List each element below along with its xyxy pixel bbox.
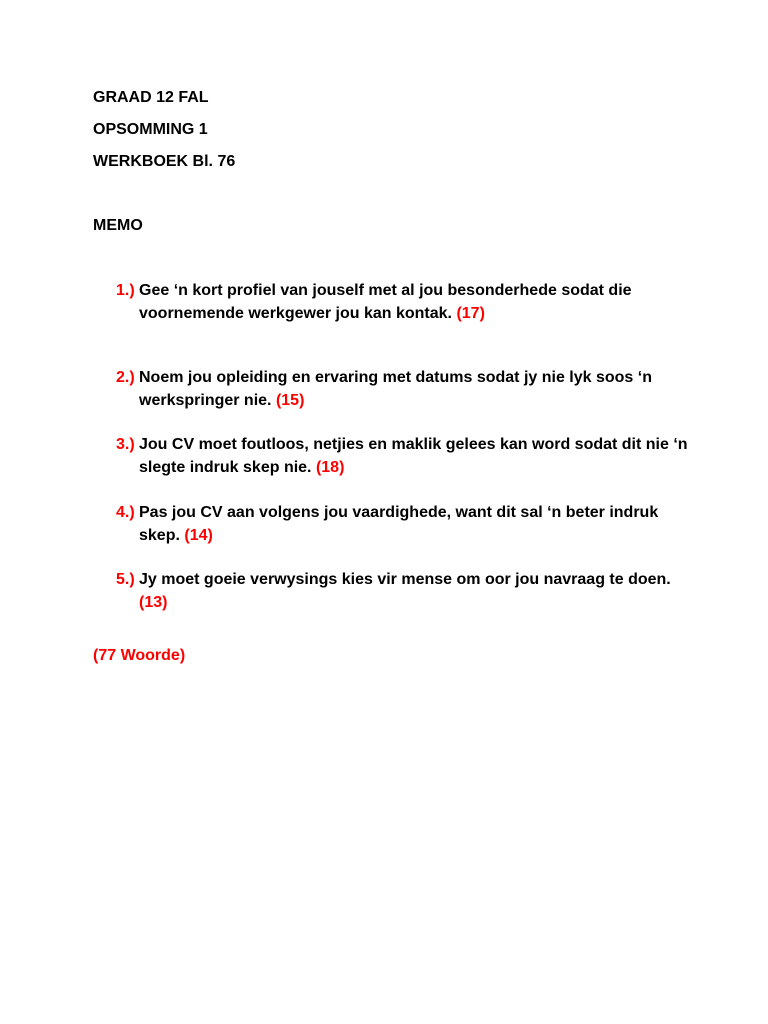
list-item — [116, 366, 696, 412]
source-heading: WERKBOEK Bl. 76 — [93, 153, 236, 170]
item-text — [139, 366, 696, 412]
item-number: 5.) — [116, 571, 135, 588]
item-sentence: Gee ‘n kort profiel van jouself met al jou besonderhede sodat die voornemende werkgewer jou kan kontak. — [139, 282, 632, 322]
item-number: 1.) — [116, 282, 135, 299]
item-text — [139, 279, 696, 325]
list-item — [116, 568, 696, 614]
item-sentence: Pas jou CV aan volgens jou vaardighede, want dit sal ‘n beter indruk skep. — [139, 504, 659, 544]
word-count: (14) — [184, 527, 213, 544]
total-word-count: (77 Woorde) — [93, 647, 186, 664]
list-item — [116, 501, 696, 547]
memo-heading: MEMO — [93, 217, 143, 234]
word-count: (15) — [275, 392, 305, 409]
item-number: 3.) — [116, 436, 135, 453]
item-text — [139, 568, 696, 614]
item-text — [139, 433, 696, 479]
word-count: (17) — [456, 305, 485, 322]
list-item — [116, 433, 696, 479]
item-number: 2.) — [116, 369, 135, 386]
grade-heading: GRAAD 12 FAL — [93, 89, 209, 106]
list-item — [116, 279, 696, 325]
word-count: (13) — [139, 594, 168, 611]
word-count: (18) — [315, 459, 345, 476]
item-sentence: Jou CV moet foutloos, netjies en maklik gelees kan word sodat dit nie ‘n slegte indruk skep nie. — [139, 436, 688, 476]
item-sentence: Jy moet goeie verwysings kies vir mense om oor jou navraag te doen. — [139, 571, 671, 588]
item-number: 4.) — [116, 504, 135, 521]
item-sentence: Noem jou opleiding en ervaring met datums sodat jy nie lyk soos ‘n werkspringer nie. — [139, 369, 652, 409]
item-text — [139, 501, 696, 547]
task-heading: OPSOMMING 1 — [93, 121, 208, 138]
